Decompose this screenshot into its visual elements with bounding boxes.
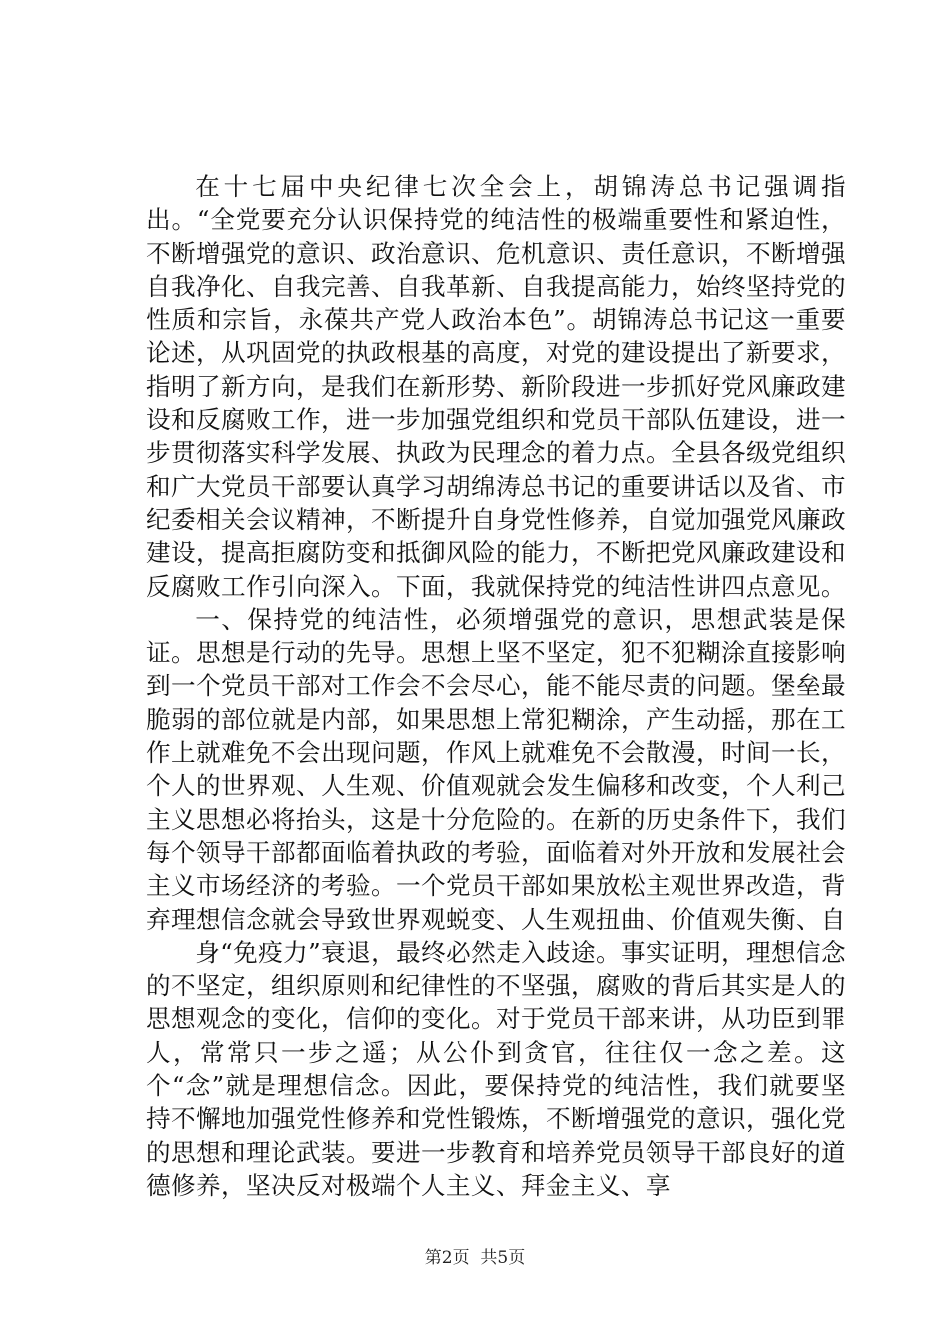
page-number-footer: 第2页 共5页 <box>424 1248 526 1268</box>
paragraph-point-one: 一、保持党的纯洁性，必须增强党的意识，思想武装是保证。思想是行动的先导。思想上坚不坚定，犯不犯糊涂直接影响到一个党员干部对工作会不会尽心，能不能尽责的问题。堡垒最脆弱的部位就是内部，如果思想上常犯糊涂，产生动摇，那在工作上就难免不会出现问题，作风上就难免不会散漫，时间一长，个人的世界观、人生观、价值观就会发生偏移和改变，个人利己主义思想必将抬头，这是十分危险的。在新的历史条件下，我们每个领导干部都面临着执政的考验，面临着对外开放和发展社会主义市场经济的考验。一个党员干部如果放松主观世界改造，背弃理想信念就会导致世界观蜕变、人生观扭曲、价值观失衡、自 <box>146 604 846 934</box>
paragraph-continuation: 身“免疫力”衰退，最终必然走入歧途。事实证明，理想信念的不坚定，组织原则和纪律性的不坚强，腐败的背后其实是人的思想观念的变化，信仰的变化。对于党员干部来讲，从功臣到罪人，常常只一步之遥；从公仆到贪官，往往仅一念之差。这个“念”就是理想信念。因此，要保持党的纯洁性，我们就要坚持不懈地加强党性修养和党性锻炼，不断增强党的意识，强化党的思想和理论武装。要进一步教育和培养党员领导干部良好的道德修养，坚决反对极端个人主义、拜金主义、享 <box>146 937 846 1200</box>
paragraph-intro: 在十七届中央纪律七次全会上，胡锦涛总书记强调指出。“全党要充分认识保持党的纯洁性的极端重要性和紧迫性，不断增强党的意识、政治意识、危机意识、责任意识，不断增强自我净化、自我完善、自我革新、自我提高能力，始终坚持党的性质和宗旨，永葆共产党人政治本色”。胡锦涛总书记这一重要论述，从巩固党的执政根基的高度，对党的建设提出了新要求，指明了新方向，是我们在新形势、新阶段进一步抓好党风廉政建设和反腐败工作，进一步加强党组织和党员干部队伍建设，进一步贯彻落实科学发展、执政为民理念的着力点。全县各级党组织和广大党员干部要认真学习胡绵涛总书记的重要讲话以及省、市纪委相关会议精神，不断提升自身党性修养，自觉加强党风廉政建设，提高拒腐防变和抵御风险的能力，不断把党风廉政建设和反腐败工作引向深入。下面，我就保持党的纯洁性讲四点意见。 <box>146 172 846 601</box>
document-body <box>146 170 846 1202</box>
